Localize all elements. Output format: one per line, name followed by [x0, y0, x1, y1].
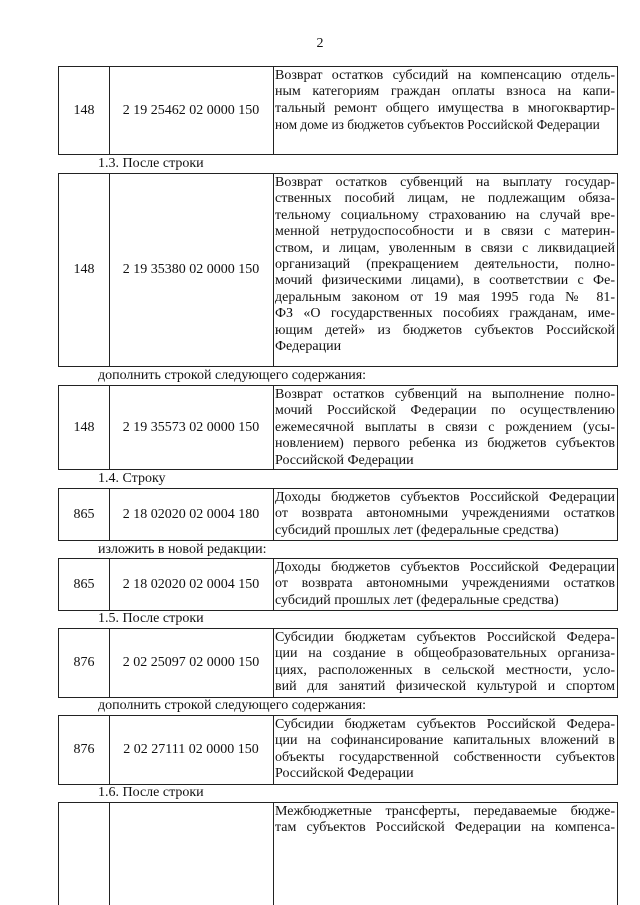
table-row	[58, 66, 618, 155]
description-line: от возврата автономными учреждениями остатков	[275, 576, 615, 592]
income-description	[273, 803, 617, 837]
section-heading: изложить в новой редакции:	[98, 542, 267, 557]
kbk-code: 2 18 02020 02 0004 180	[109, 489, 274, 540]
section-heading: 1.5. После строки	[98, 611, 204, 626]
income-description	[273, 559, 617, 609]
description-line: Доходы бюджетов субъектов Российской Федерации	[275, 560, 615, 575]
description-line: тальный ремонт общего имущества в многоквартир-	[275, 100, 615, 116]
description-line: организаций (прекращением деятельности, полно-	[275, 256, 615, 272]
description-line: циях, расположенных в сельской местности, усло-	[275, 662, 615, 678]
admin-code: 148	[59, 174, 110, 366]
description-line: Субсидии бюджетам субъектов Российской Федера-	[275, 717, 615, 732]
description-line: ФЗ «О государственных пособиях гражданам, име-	[275, 306, 615, 322]
description-line: Доходы бюджетов субъектов Российской Федерации	[275, 490, 615, 505]
description-line: Возврат остатков субсидий на компенсацию отдель-	[275, 68, 615, 83]
admin-code: 876	[59, 629, 110, 697]
description-line: ции на софинансирование капитальных вложений в	[275, 733, 615, 749]
description-line: мочий физическими лицами), в соответствии с Фе-	[275, 273, 615, 289]
description-line: тельному социальному страхованию на случай вре-	[275, 207, 615, 223]
description-line: мочий Российской Федерации по осуществлению	[275, 403, 615, 419]
admin-code: 865	[59, 559, 110, 610]
table-row	[58, 558, 618, 611]
income-description	[273, 67, 617, 134]
kbk-code: 2 19 35573 02 0000 150	[109, 386, 274, 469]
description-line: новлением) первого ребенка из бюджетов субъектов	[275, 436, 615, 452]
description-line: менной нетрудоспособности и в связи с материн-	[275, 224, 615, 240]
description-line: субсидий прошлых лет (федеральные средства)	[275, 522, 559, 538]
section-heading: 1.4. Строку	[98, 471, 166, 486]
description-line: Межбюджетные трансферты, передаваемые бюдже-	[275, 804, 615, 819]
income-description	[273, 174, 617, 355]
section-heading: 1.3. После строки	[98, 156, 204, 171]
kbk-code: 2 18 02020 02 0004 150	[109, 559, 274, 610]
description-line: Возврат остатков субвенций на выполнение полно-	[275, 387, 615, 402]
table-row	[58, 628, 618, 698]
description-line: Субсидии бюджетам субъектов Российской Федера-	[275, 630, 615, 645]
admin-code: 148	[59, 386, 110, 469]
description-line: объекты государственной собственности субъектов	[275, 749, 615, 765]
description-line: Возврат остатков субвенций на выплату государ-	[275, 175, 615, 190]
section-heading: дополнить строкой следующего содержания:	[98, 698, 367, 713]
description-line: деральным законом от 19 мая 1995 года № 81-	[275, 289, 615, 305]
admin-code: 876	[59, 716, 110, 784]
description-line: Российской Федерации	[275, 452, 414, 468]
table-row	[58, 173, 618, 367]
description-line: ственных пособий лицам, не подлежащим обяза-	[275, 191, 615, 207]
admin-code	[59, 803, 110, 905]
kbk-code: 2 02 27111 02 0000 150	[109, 716, 274, 784]
income-description	[273, 629, 617, 696]
table-row	[58, 385, 618, 470]
description-line: ции на создание в общеобразовательных организа-	[275, 646, 615, 662]
kbk-code: 2 02 25097 02 0000 150	[109, 629, 274, 697]
description-line: ющим детей» из бюджетов субъектов Российской	[275, 322, 615, 338]
description-line: от возврата автономными учреждениями остатков	[275, 506, 615, 522]
table-row	[58, 715, 618, 785]
kbk-code	[109, 803, 274, 905]
income-description	[273, 489, 617, 539]
description-line: ным категориям граждан оплаты взноса на капи-	[275, 84, 615, 100]
description-line: Федерации	[275, 338, 342, 354]
income-description	[273, 386, 617, 469]
admin-code: 865	[59, 489, 110, 540]
kbk-code: 2 19 25462 02 0000 150	[109, 67, 274, 154]
description-line: вий для занятий физической культурой и спортом	[275, 679, 615, 695]
section-heading: 1.6. После строки	[98, 785, 204, 800]
description-line: ством, и лицам, уволенным в связи с ликвидацией	[275, 240, 615, 256]
kbk-code: 2 19 35380 02 0000 150	[109, 174, 274, 366]
description-line: субсидий прошлых лет (федеральные средства)	[275, 592, 559, 608]
table-row	[58, 488, 618, 541]
income-description	[273, 716, 617, 783]
description-line: ежемесячной выплаты в связи с рождением (усы-	[275, 419, 615, 435]
table-row	[58, 802, 618, 905]
description-line: ном доме из бюджетов субъектов Российской Федерации	[275, 117, 600, 133]
description-line: Российской Федерации	[275, 766, 414, 782]
admin-code: 148	[59, 67, 110, 154]
description-line: там субъектов Российской Федерации на компенса-	[275, 820, 615, 836]
section-heading: дополнить строкой следующего содержания:	[98, 368, 367, 383]
page-number: 2	[316, 36, 324, 51]
